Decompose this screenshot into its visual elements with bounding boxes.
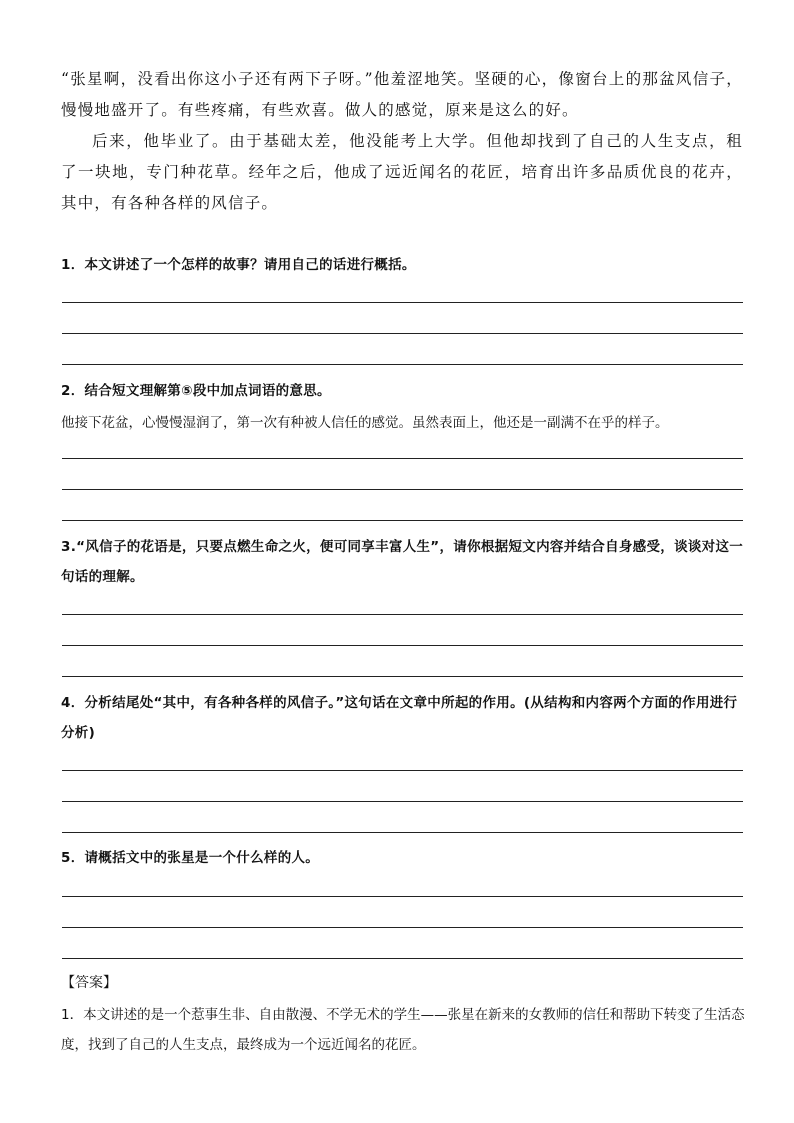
passage <box>61 64 743 219</box>
question-2-quote: 他接下花盆，心慢慢湿润了，第一次有种被人信任的感觉。虽然表面上，他还是一副满不在乎的样子。 <box>61 415 669 431</box>
answer-line[interactable] <box>62 801 743 802</box>
answer-line[interactable] <box>62 770 743 771</box>
answer-1: 1．本文讲述的是一个惹事生非、自由散漫、不学无术的学生——张星在新来的女教师的信任和帮助下转变了生活态度，找到了自己的人生支点，最终成为一个远近闻名的花匠。 <box>61 1007 745 1053</box>
question-4: 4．分析结尾处“其中，有各种各样的风信子。”这句话在文章中所起的作用。(从结构和内容两个方面的作用进行分析) <box>61 695 738 741</box>
answer-heading: 【答案】 <box>61 975 117 991</box>
question-5: 5．请概括文中的张星是一个什么样的人。 <box>61 850 320 866</box>
answer-line[interactable] <box>62 302 743 303</box>
question-2: 2．结合短文理解第⑤段中加点词语的意思。 <box>61 383 331 399</box>
answer-line[interactable] <box>62 489 743 490</box>
answer-line[interactable] <box>62 364 743 365</box>
answer-line[interactable] <box>62 676 743 677</box>
answer-line[interactable] <box>62 520 743 521</box>
answer-line[interactable] <box>62 896 743 897</box>
answer-line[interactable] <box>62 958 743 959</box>
answer-line[interactable] <box>62 614 743 615</box>
question-3: 3.“风信子的花语是，只要点燃生命之火，便可同享丰富人生”，请你根据短文内容并结合自身感受，谈谈对这一句话的理解。 <box>61 539 744 585</box>
answer-line[interactable] <box>62 645 743 646</box>
answer-line[interactable] <box>62 832 743 833</box>
question-1: 1．本文讲述了一个怎样的故事？请用自己的话进行概括。 <box>61 257 416 273</box>
answer-line[interactable] <box>62 458 743 459</box>
answer-line[interactable] <box>62 333 743 334</box>
answer-line[interactable] <box>62 927 743 928</box>
passage-paragraph-2: 后来，他毕业了。由于基础太差，他没能考上大学。但他却找到了自己的人生支点，租了一块地，专门种花草。经年之后，他成了远近闻名的花匠，培育出许多品质优良的花卉，其中，有各种各样的风信子。 <box>61 132 743 212</box>
passage-paragraph-1: “张星啊，没看出你这小子还有两下子呀。”他羞涩地笑。坚硬的心，像窗台上的那盆风信子，慢慢地盛开了。有些疼痛，有些欢喜。做人的感觉，原来是这么的好。 <box>61 70 743 119</box>
